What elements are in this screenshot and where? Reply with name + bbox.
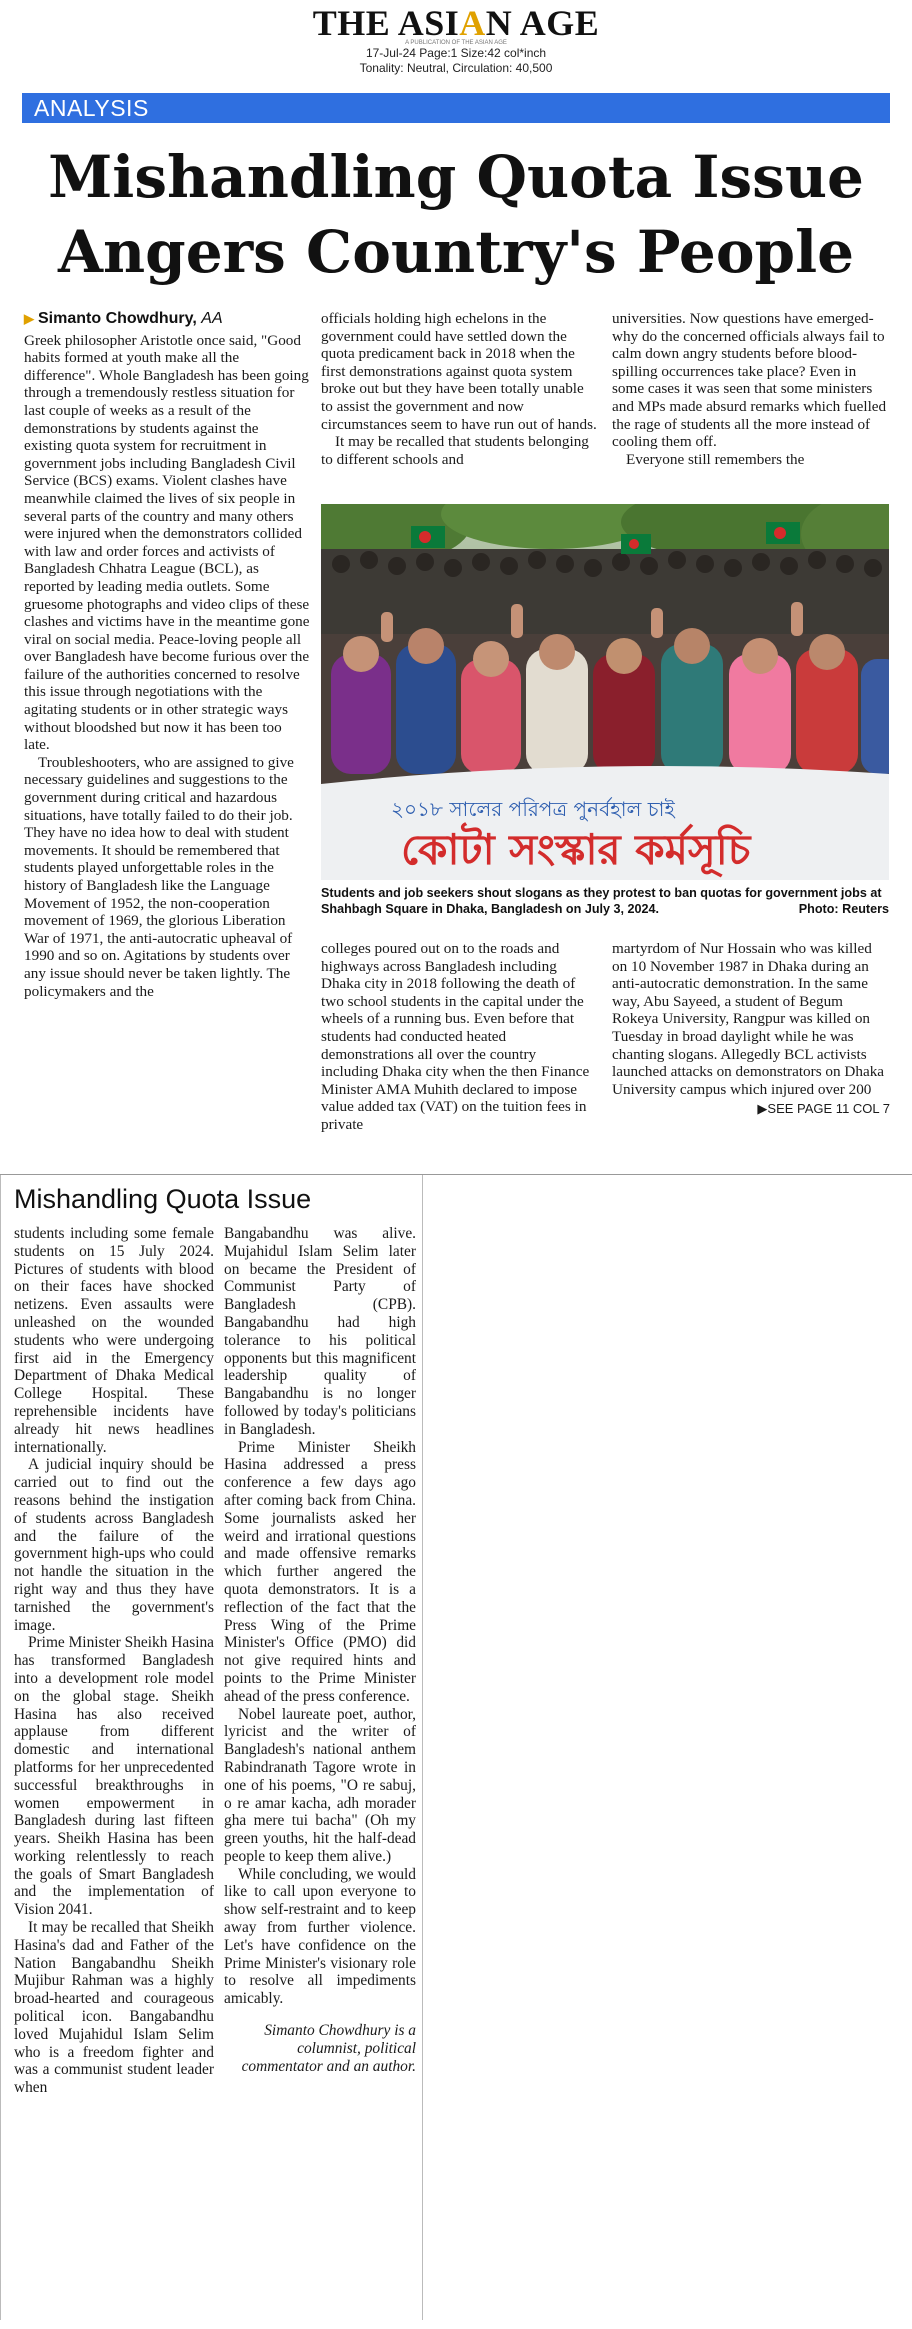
section-label-bar (22, 93, 890, 123)
continuation-column-2 (224, 1225, 416, 2075)
paragraph: students including some female students on 15 July 2024. Pictures of students with blood on their faces have shocked netizens. Even assaults were unleashed on the wounded students who were undergoing first aid in the Emergency Department of Dhaka Medical College Hospital. These reprehensible incidents have already hit news headlines internationally. (14, 1225, 214, 1456)
paragraph: universities. Now questions have emerged-why do the concerned officials always fail to calm down angry students before blood-spilling occurrences take place? Even in some cases it was seen that some ministers and MPs made absurd remarks which fuelled the rage of students all the more instead of cooling them off. (612, 310, 887, 451)
paragraph: Prime Minister Sheikh Hasina has transformed Bangladesh into a development role model on the global stage. Sheikh Hasina has also received applause from different domestic and international platforms for her unprecedented successful breakthroughs in women empowerment in Bangladesh during last fifteen years. Sheikh Hasina has been working relentlessly to reach the goals of Smart Bangladesh and the implementation of Vision 2041. (14, 1634, 214, 1919)
continuation-column-1 (14, 1225, 214, 2097)
masthead (0, 4, 912, 46)
clipping-meta (0, 46, 912, 76)
banner-text-main: কোটা সংস্কার কর্মসূচি (401, 825, 751, 874)
caption-text: Students and job seekers shout slogans as they protest to ban quotas for government jobs at Shahbagh Square in Dhaka, Bangladesh on July 3, 2024. (321, 886, 882, 916)
photo-caption (321, 885, 889, 917)
banner-text-top: ২০১৮ সালের পরিপত্র পুনর্বহাল চাই (391, 797, 675, 821)
see-page-jump: ▶SEE PAGE 11 COL 7 (757, 1101, 890, 1117)
protest-photo (321, 504, 889, 880)
paragraph: It may be recalled that students belonging to different schools and (321, 433, 589, 468)
meta-tonality: Tonality: Neutral, Circulation: 40,500 (359, 61, 553, 75)
article-column-2-bottom (321, 940, 597, 1134)
paragraph: While concluding, we would like to call upon everyone to show self-restraint and to keep away from further violence. Let's have confidence on the Prime Minister's visionary role to resolve all impediments amicably. (224, 1865, 416, 2008)
meta-date-size: 17-Jul-24 Page:1 Size:42 col*inch (365, 46, 547, 60)
continuation-left-rule (0, 1175, 1, 2320)
continuation-right-rule (422, 1175, 423, 2320)
protest-photo-illustration (321, 504, 889, 880)
author-name: Simanto Chowdhury, (38, 310, 197, 327)
paragraph: It may be recalled that Sheikh Hasina's dad and Father of the Nation Bangabandhu Sheikh Mujibur Rahman was a highly broad-hearted and courageous political icon. Bangabandhu loved Mujahidul Islam Selim who is a freedom fighter and was a communist student leader when (14, 1919, 214, 2097)
byline (24, 310, 310, 328)
article-column-3-bottom (612, 940, 890, 1118)
continuation-heading: Mishandling Quota Issue (14, 1184, 312, 1214)
article-column-3-top (612, 310, 890, 468)
author-note: Simanto Chowdhury is a columnist, political commentator and an author. (241, 2022, 416, 2075)
byline-arrow-icon: ▶ (24, 311, 34, 326)
newspaper-logo: THE ASIAN AGE (312, 3, 600, 43)
paragraph: martyrdom of Nur Hossain who was killed on 10 November 1987 in Dhaka during an anti-autocratic demonstration. In the same way, Abu Sayeed, a student of Begum Rokeya University, Rangpur was killed on Tuesday in broad daylight while he was chanting slogans. Allegedly BCL activists launched attacks on demonstrators on Dhaka University campus which injured over 200 (612, 940, 885, 1098)
paragraph: Bangabandhu was alive. Mujahidul Islam Selim later on became the President of Communist Party of Bangladesh (CPB). Bangabandhu had high tolerance to his political opponents but this magnificent leadership quality of Bangabandhu is no longer followed by today's politicians in Bangladesh. (224, 1225, 416, 1438)
paragraph: Everyone still remembers the (626, 450, 805, 468)
section-label: ANALYSIS (34, 95, 149, 121)
paragraph: Greek philosopher Aristotle once said, "Good habits formed at youth make all the difference". Whole Bangladesh has been going through a tremendously restless situation for last couple of weeks as a result of the demonstrations by students against the existing quota system for recruitment in government jobs including Bangladesh Civil Service (BCS) exams. Violent clashes have meanwhile claimed the lives of six people in several parts of the country and many others were injured when the demonstrators collided with law and order forces and activists of Bangladesh Chhatra League (BCL), as reported by leading media outlets. Some gruesome photographs and video clips of these clashes and victims have in the meantime gone viral on social media. Peace-loving people all over Bangladesh have become furious over the failure of the authorities concerned to resolve this issue through negotiations with the agitating students or in other strategic ways without bloodshed but now it has been too late. (24, 331, 310, 754)
logo-tagline: A PUBLICATION OF THE ASIAN AGE (405, 40, 507, 46)
paragraph: A judicial inquiry should be carried out to find out the reasons behind the instigation of students across Bangladesh and the failure of the government high-ups who could not handle the situation in the right way and thus they have tarnished the government's image. (14, 1456, 214, 1634)
paragraph: colleges poured out on to the roads and highways across Bangladesh including Dhaka city in 2018 following the death of two school students in the capital under the wheels of a running bus. Even before that students had conducted heated demonstrations all over the country including Dhaka city when the then Finance Minister AMA Muhith declared to impose value added tax (VAT) on the tuition fees in private (321, 940, 590, 1133)
paragraph: Nobel laureate poet, author, lyricist and the writer of Bangladesh's national anthem Rabindranath Tagore wrote in one of his poems, "O re sabuj, o re amar kacha, adh morader gha mere tui bacha" (Oh my green youths, hit the half-dead people to keep them alive.) (224, 1705, 416, 1865)
paragraph: Troubleshooters, who are assigned to give necessary guidelines and suggestions to the government during critical and hazardous situations, have totally failed to do their job. They have no idea how to deal with student movements. It should be remembered that students played unforgettable roles in the history of Bangladesh like the Language Movement of 1952, the non-cooperation movement of 1969, the glorious Liberation War of 1971, the anti-autocratic upheaval of 1990 and so on. Agitations by students over any issue should never be taken lightly. The policymakers and the (24, 753, 294, 1000)
clipping-divider (0, 1174, 912, 1175)
article-headline: Mishandling Quota Issue Angers Country's People (48, 143, 864, 286)
article-column-2-top (321, 310, 597, 468)
paragraph: Prime Minister Sheikh Hasina addressed a press conference a few days ago after coming back from China. Some journalists asked her weird and irrational questions and made offensive remarks which further angered the quota demonstrators. It is a reflection of the fact that the Press Wing of the Prime Minister's Office (PMO) did not give required hints and points to the Prime Minister ahead of the press conference. (224, 1438, 416, 1705)
article-column-1 (24, 310, 310, 1000)
photo-credit: Photo: Reuters (798, 902, 889, 916)
author-agency: AA (201, 310, 223, 327)
paragraph: officials holding high echelons in the government could have settled down the quota predicament back in 2018 when the first demonstrations against quota system broke out but they have been totally unable to assist the government and now circumstances seem to have run out of hands. (321, 310, 597, 433)
